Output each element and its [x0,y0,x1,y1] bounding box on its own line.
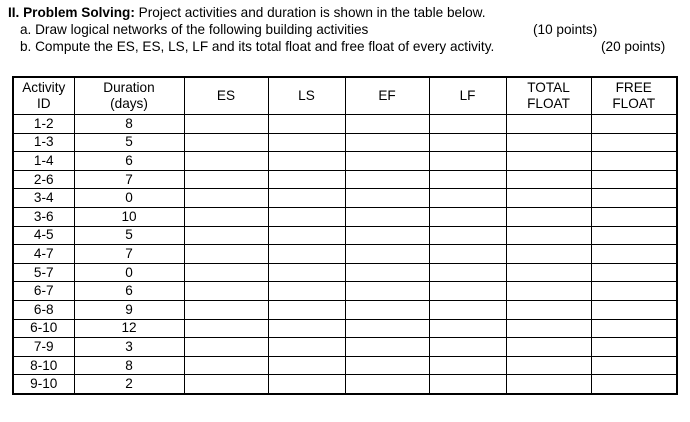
ls-cell[interactable] [268,282,345,301]
ls-cell[interactable] [268,319,345,338]
es-cell[interactable] [184,319,268,338]
activity-id-cell: 1-3 [13,133,74,152]
ef-cell[interactable] [345,133,429,152]
ls-cell[interactable] [268,226,345,245]
ls-cell[interactable] [268,245,345,264]
table-row [13,300,677,319]
ls-cell[interactable] [268,375,345,394]
header-free-float: FREE FLOAT [591,77,677,115]
lf-cell[interactable] [429,245,506,264]
duration-cell: 7 [74,245,184,264]
free-float-cell[interactable] [591,245,677,264]
total-float-cell[interactable] [506,263,591,282]
ef-cell[interactable] [345,375,429,394]
table-row [13,319,677,338]
activity-id-cell: 6-7 [13,282,74,301]
es-cell[interactable] [184,207,268,226]
activity-id-cell: 4-7 [13,245,74,264]
duration-cell: 9 [74,300,184,319]
activity-table [12,76,678,395]
activity-id-cell: 8-10 [13,356,74,375]
table-row [13,356,677,375]
ef-cell[interactable] [345,152,429,171]
ef-cell[interactable] [345,356,429,375]
item-a-text: a. Draw logical networks of the following building activities [20,22,369,37]
header-total-float: TOTAL FLOAT [506,77,591,115]
ls-cell[interactable] [268,189,345,208]
free-float-cell[interactable] [591,356,677,375]
header-activity-id: Activity ID [13,77,74,115]
problem-heading-text: Project activities and duration is shown in the table below. [134,5,486,20]
lf-cell[interactable] [429,207,506,226]
ls-cell[interactable] [268,115,345,134]
lf-cell[interactable] [429,282,506,301]
duration-cell: 3 [74,338,184,357]
activity-id-cell: 6-10 [13,319,74,338]
lf-cell[interactable] [429,133,506,152]
duration-cell: 8 [74,356,184,375]
free-float-cell[interactable] [591,189,677,208]
ls-cell[interactable] [268,338,345,357]
header-es: ES [184,77,268,115]
free-float-cell[interactable] [591,115,677,134]
table-row [13,115,677,134]
total-float-cell[interactable] [506,207,591,226]
ef-cell[interactable] [345,189,429,208]
activity-id-cell: 9-10 [13,375,74,394]
ls-cell[interactable] [268,170,345,189]
duration-cell: 5 [74,226,184,245]
duration-cell: 10 [74,207,184,226]
table-row [13,226,677,245]
duration-cell: 7 [74,170,184,189]
header-ef: EF [345,77,429,115]
total-float-cell[interactable] [506,115,591,134]
problem-heading [8,4,486,21]
table-row [13,263,677,282]
free-float-cell[interactable] [591,319,677,338]
lf-cell[interactable] [429,375,506,394]
lf-cell[interactable] [429,300,506,319]
item-a-points: (10 points) [533,22,598,37]
es-cell[interactable] [184,300,268,319]
ls-cell[interactable] [268,152,345,171]
total-float-cell[interactable] [506,375,591,394]
table-row [13,133,677,152]
total-float-cell[interactable] [506,282,591,301]
table-row [13,338,677,357]
ef-cell[interactable] [345,300,429,319]
es-cell[interactable] [184,170,268,189]
total-float-cell[interactable] [506,300,591,319]
header-ls: LS [268,77,345,115]
ls-cell[interactable] [268,133,345,152]
header-duration: Duration (days) [74,77,184,115]
lf-cell[interactable] [429,170,506,189]
es-cell[interactable] [184,245,268,264]
activity-id-cell: 5-7 [13,263,74,282]
duration-cell: 2 [74,375,184,394]
lf-cell[interactable] [429,263,506,282]
activity-id-cell: 6-8 [13,300,74,319]
lf-cell[interactable] [429,319,506,338]
table-row [13,170,677,189]
free-float-cell[interactable] [591,152,677,171]
table-row [13,245,677,264]
es-cell[interactable] [184,152,268,171]
lf-cell[interactable] [429,226,506,245]
table-row [13,207,677,226]
ef-cell[interactable] [345,170,429,189]
free-float-cell[interactable] [591,226,677,245]
total-float-cell[interactable] [506,170,591,189]
ls-cell[interactable] [268,207,345,226]
free-float-cell[interactable] [591,282,677,301]
table-row [13,189,677,208]
ef-cell[interactable] [345,319,429,338]
ls-cell[interactable] [268,263,345,282]
lf-cell[interactable] [429,338,506,357]
es-cell[interactable] [184,226,268,245]
duration-cell: 8 [74,115,184,134]
total-float-cell[interactable] [506,245,591,264]
es-cell[interactable] [184,356,268,375]
duration-cell: 0 [74,263,184,282]
ls-cell[interactable] [268,300,345,319]
total-float-cell[interactable] [506,133,591,152]
problem-heading-bold: II. Problem Solving: [8,5,135,20]
ef-cell[interactable] [345,282,429,301]
free-float-cell[interactable] [591,170,677,189]
ef-cell[interactable] [345,263,429,282]
table-row [13,375,677,394]
duration-cell: 6 [74,282,184,301]
total-float-cell[interactable] [506,338,591,357]
item-b-points: (20 points) [601,39,666,54]
es-cell[interactable] [184,133,268,152]
ef-cell[interactable] [345,226,429,245]
free-float-cell[interactable] [591,300,677,319]
free-float-cell[interactable] [591,263,677,282]
activity-id-cell: 3-4 [13,189,74,208]
es-cell[interactable] [184,115,268,134]
lf-cell[interactable] [429,356,506,375]
lf-cell[interactable] [429,115,506,134]
ls-cell[interactable] [268,356,345,375]
table-row [13,152,677,171]
duration-cell: 6 [74,152,184,171]
total-float-cell[interactable] [506,319,591,338]
es-cell[interactable] [184,338,268,357]
free-float-cell[interactable] [591,338,677,357]
activity-id-cell: 2-6 [13,170,74,189]
duration-cell: 5 [74,133,184,152]
activity-id-cell: 1-4 [13,152,74,171]
activity-id-cell: 4-5 [13,226,74,245]
activity-id-cell: 7-9 [13,338,74,357]
es-cell[interactable] [184,189,268,208]
ef-cell[interactable] [345,115,429,134]
total-float-cell[interactable] [506,189,591,208]
duration-cell: 12 [74,319,184,338]
item-b-text: b. Compute the ES, ES, LS, LF and its total float and free float of every activity. [20,39,495,54]
total-float-cell[interactable] [506,152,591,171]
table-body [13,115,677,394]
free-float-cell[interactable] [591,207,677,226]
ef-cell[interactable] [345,245,429,264]
header-lf: LF [429,77,506,115]
activity-id-cell: 1-2 [13,115,74,134]
total-float-cell[interactable] [506,356,591,375]
free-float-cell[interactable] [591,375,677,394]
es-cell[interactable] [184,282,268,301]
duration-cell: 0 [74,189,184,208]
table-row [13,282,677,301]
es-cell[interactable] [184,375,268,394]
total-float-cell[interactable] [506,226,591,245]
activity-id-cell: 3-6 [13,207,74,226]
lf-cell[interactable] [429,152,506,171]
lf-cell[interactable] [429,189,506,208]
es-cell[interactable] [184,263,268,282]
ef-cell[interactable] [345,338,429,357]
ef-cell[interactable] [345,207,429,226]
free-float-cell[interactable] [591,133,677,152]
table-header-row [13,77,677,115]
